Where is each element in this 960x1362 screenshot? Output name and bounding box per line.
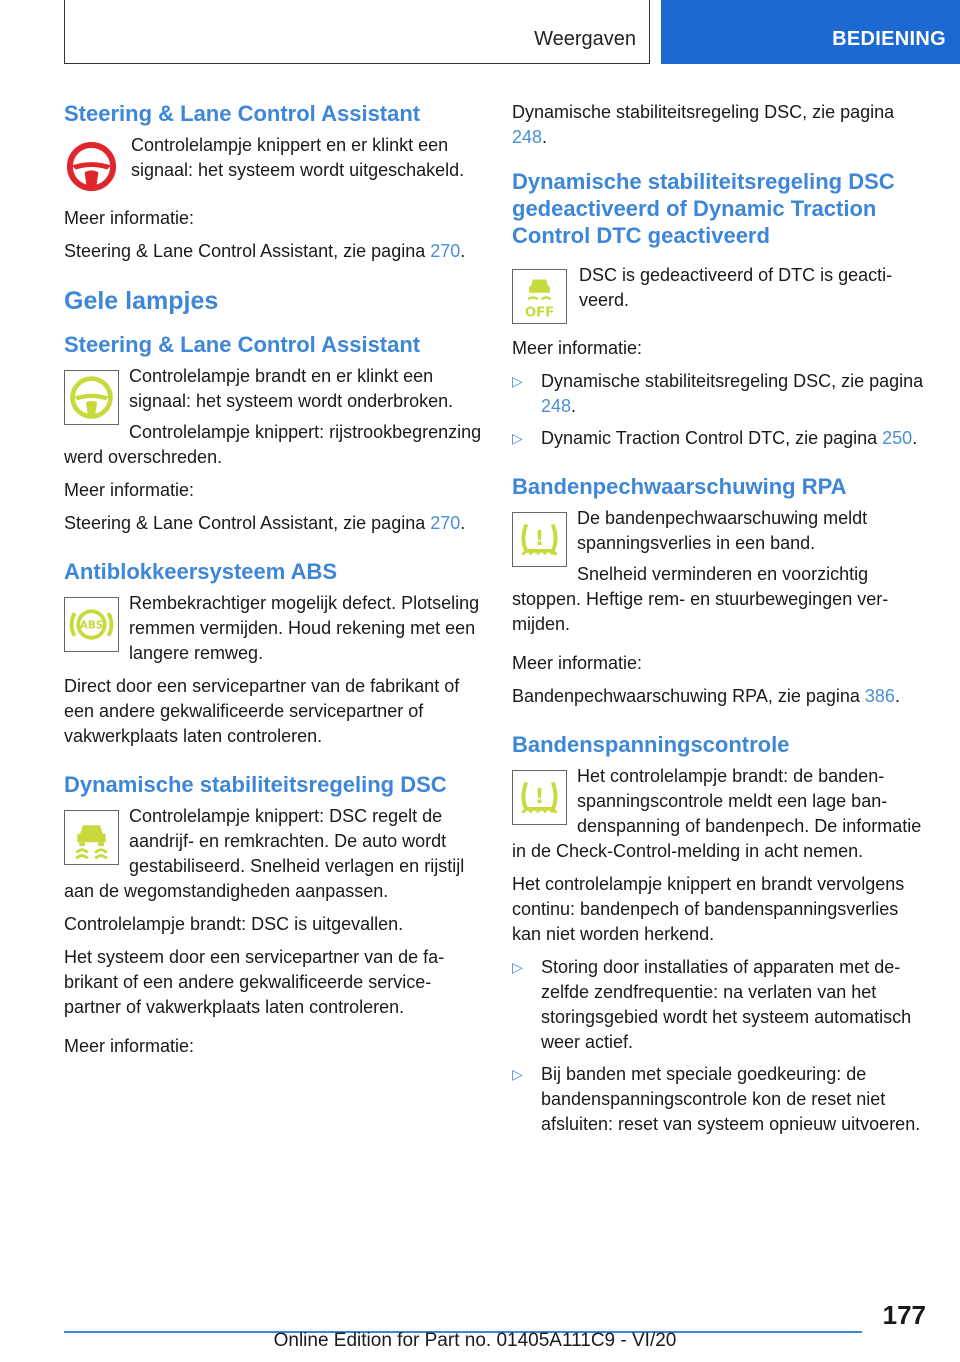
more-info-label: Meer informatie:: [512, 338, 643, 358]
list-item-text: Dynamic Traction Control DTC, zie pagina: [541, 428, 883, 448]
reference-text: [512, 100, 926, 150]
section-heading-rpa: Bandenpechwaarschuwing RPA: [512, 474, 847, 499]
reference-text: [512, 684, 926, 709]
dsc-icon: [64, 810, 119, 865]
reference-label: Dynamische stabiliteitsregeling DSC, zie pagina: [512, 102, 895, 122]
more-info-label: Meer informatie:: [64, 1036, 195, 1056]
lamp-description: DSC is gedeactiveerd of DTC is geactiveerd.: [579, 265, 893, 310]
lamp-description: Controlelampje knippert en er klinkt een signaal: het systeem wordt uitgeschakeld.: [131, 135, 465, 180]
page-number: 177: [882, 1300, 926, 1330]
bullet-triangle-icon: ▷: [512, 1066, 523, 1082]
lamp-description: De bandenpechwaarschuwing meldt spanningsverlies in een band.: [577, 508, 868, 553]
page-header: [0, 0, 960, 66]
list-item-end: .: [571, 396, 577, 416]
exclaim-icon-label: !: [534, 784, 545, 809]
reference-label: Bandenpechwaarschuwing RPA, zie pagina: [512, 686, 865, 706]
lamp-description-2: Controlelampje knippert: rijstrookbegrenzing werd overschreden.: [64, 422, 482, 467]
page-footer: [0, 1300, 960, 1362]
reference-end: .: [542, 127, 548, 147]
list-item: [512, 1062, 926, 1137]
bullet-triangle-icon: ▷: [512, 959, 523, 975]
left-column: [64, 100, 482, 1067]
reference-label: Steering & Lane Control Assistant, zie pagina: [64, 513, 431, 533]
yellow-lamps-heading: Gele lampjes: [64, 287, 219, 315]
reference-text: [64, 511, 482, 536]
section-heading-dsc: Dynamische stabiliteitsregeling DSC: [64, 772, 447, 797]
bullet-triangle-icon: ▷: [512, 373, 523, 389]
abs-icon-label: ABS: [79, 619, 104, 632]
steering-wheel-red-icon: [64, 139, 119, 194]
page-link[interactable]: 248: [512, 127, 543, 147]
right-column: [512, 100, 926, 1145]
section-heading-steering-red: Steering & Lane Control Assistant: [64, 101, 421, 126]
reference-end: .: [460, 241, 466, 261]
instruction-text: Snelheid verminderen en voorzichtig stoppen. Heftige rem- en stuurbewegingen vermijden.: [512, 564, 889, 634]
page-link[interactable]: 250: [882, 428, 913, 448]
lamp-block-dsc-off: [512, 263, 926, 328]
condition-list: [512, 955, 926, 1137]
reference-text: [64, 239, 482, 264]
tire-pressure-warning-icon: [512, 512, 567, 567]
instruction-text: Het systeem door een servicepartner van de fabrikant of een andere gekwalificeerde servicepartner of vakwerkplaats laten controleren.: [64, 947, 445, 1017]
exclaim-icon-label: !: [534, 526, 545, 551]
tire-pressure-warning-icon: [512, 770, 567, 825]
chapter-title: BEDIENING: [832, 28, 946, 50]
lamp-block-steering-red: [64, 133, 482, 198]
lamp-description: Controlelampje brandt en er klinkt een signaal: het systeem wordt onderbroken.: [129, 366, 454, 411]
page-link[interactable]: 248: [541, 396, 572, 416]
lamp-block-abs: [64, 591, 482, 666]
more-info-label: Meer informatie:: [64, 480, 195, 500]
list-item: [512, 426, 926, 451]
steering-wheel-yellow-icon: [64, 370, 119, 425]
page-link[interactable]: 270: [430, 513, 461, 533]
abs-warning-icon: [64, 597, 119, 652]
off-icon-label: OFF: [524, 305, 555, 321]
instruction-text: Direct door een servicepartner van de fabrikant of een andere gekwalificeerde servicepartner of vakwerkplaats laten controleren.: [64, 676, 460, 746]
status-text: Het controlelampje knippert en brandt vervolgens continu: bandenpech of bandenspanningsverlies kan niet worden herkend.: [512, 874, 905, 944]
list-item: [512, 369, 926, 419]
lamp-block-dsc: [64, 804, 482, 904]
section-heading-dsc-off: Dynamische stabiliteitsregeling DSC gedeactiveerd of Dynamic Traction Control DTC geactiveerd: [512, 169, 895, 248]
reference-list: [512, 369, 926, 451]
list-item-text: Dynamische stabiliteitsregeling DSC, zie pagina: [541, 371, 924, 391]
lamp-description: Controlelampje knippert: DSC regelt de aandrijf- en remkrachten. De auto wordt gestabiliseerd. Snelheid verlagen en rijstijl aan de wegomstandigheden aanpassen.: [64, 806, 465, 901]
more-info-label: Meer informatie:: [64, 208, 195, 228]
reference-end: .: [894, 686, 900, 706]
list-item-text: Bij banden met speciale goedkeuring: de bandenspanningscontrole kon de reset niet afsluiten: reset van systeem opnieuw uitvoeren.: [541, 1064, 921, 1134]
list-item-text: Storing door installaties of apparaten met dezelfde zendfrequentie: na verlaten van het storingsgebied wordt het systeem automatisch weer actief.: [541, 957, 912, 1052]
section-heading-steering-yellow: Steering & Lane Control Assistant: [64, 332, 421, 357]
section-heading-abs: Antiblokkeersysteem ABS: [64, 559, 338, 584]
lamp-description: Het controlelampje brandt: de bandenspanningscontrole meldt een lage bandenspanning of bandenpech. De informatie in de Check-Control-melding in acht nemen.: [512, 766, 922, 861]
dsc-off-icon: [512, 269, 567, 324]
page-link[interactable]: 386: [864, 686, 895, 706]
lamp-block-rpa: [512, 506, 926, 637]
bullet-triangle-icon: ▷: [512, 430, 523, 446]
more-info-label: Meer informatie:: [512, 653, 643, 673]
list-item: [512, 955, 926, 1055]
section-heading-tire-pressure: Bandenspanningscontrole: [512, 732, 790, 757]
edition-text: Online Edition for Part no. 01405A111C9 - VI/20: [273, 1330, 677, 1351]
lamp-block-steering-yellow: [64, 364, 482, 470]
lamp-block-tire-pressure: [512, 764, 926, 864]
status-text: Controlelampje brandt: DSC is uitgevallen.: [64, 914, 404, 934]
lamp-description: Rembekrachtiger mogelijk defect. Plotseling remmen vermijden. Houd rekening met een langere remweg.: [129, 593, 480, 663]
reference-label: Steering & Lane Control Assistant, zie pagina: [64, 241, 431, 261]
section-title: Weergaven: [534, 28, 636, 50]
list-item-end: .: [912, 428, 918, 448]
page-link[interactable]: 270: [430, 241, 461, 261]
reference-end: .: [460, 513, 466, 533]
